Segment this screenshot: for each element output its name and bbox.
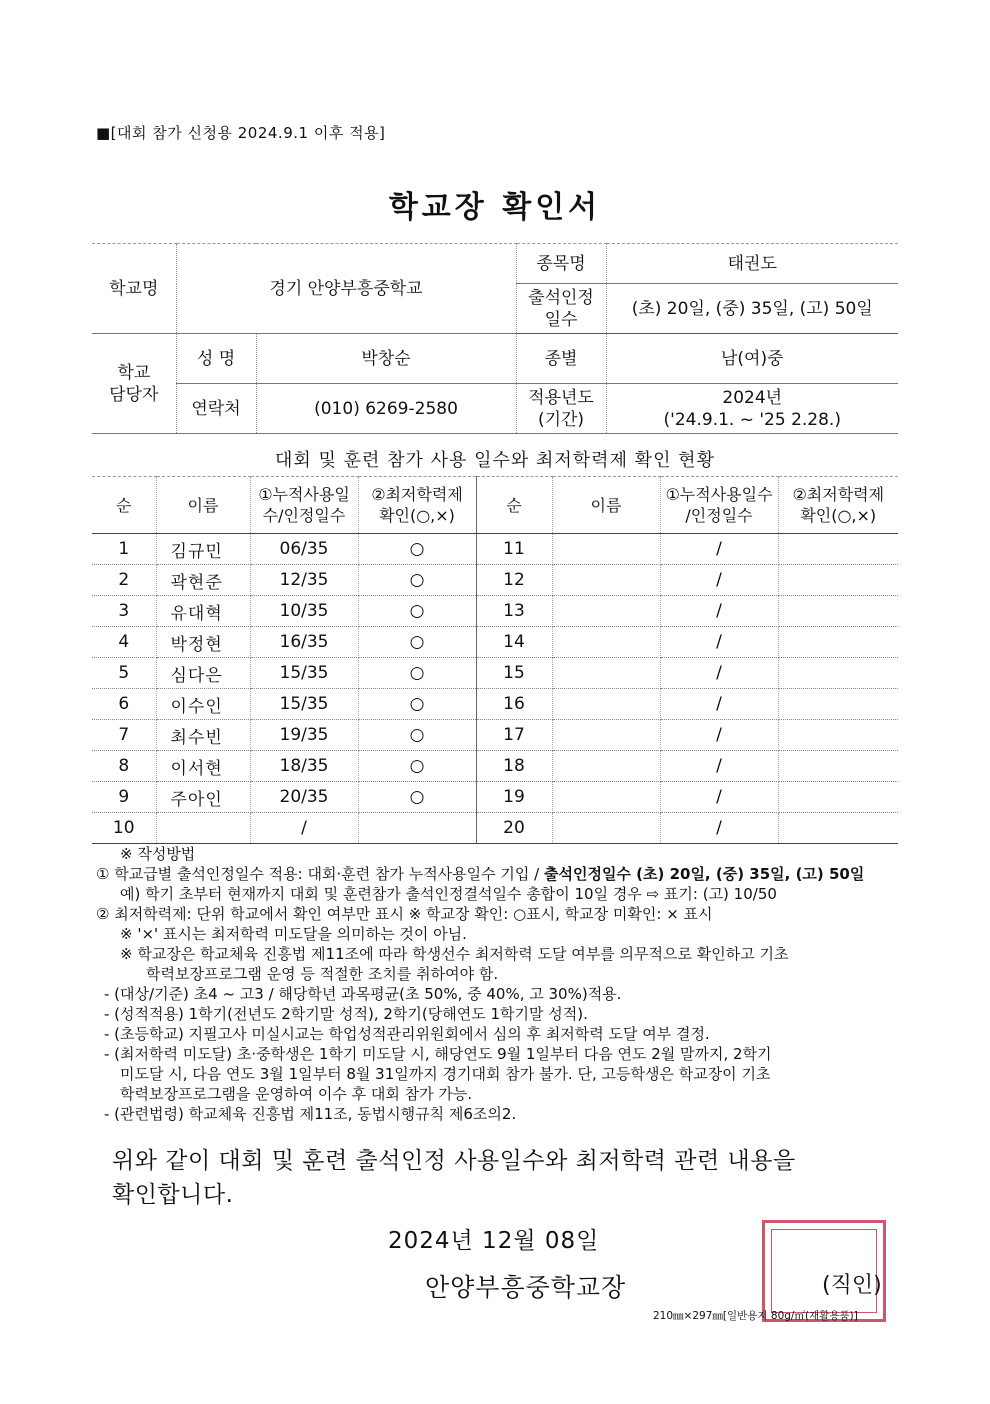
- contact-label: 연락처: [176, 384, 256, 434]
- header-check: [358, 477, 476, 534]
- year-value: [606, 384, 898, 434]
- cell-check: [778, 627, 898, 658]
- cell-check: ○: [358, 689, 476, 720]
- table-row: [92, 627, 898, 658]
- cell-days: 16/35: [250, 627, 358, 658]
- paper-spec-note: 210㎜×297㎜[일반용지 80g/㎡(재활용품)]: [653, 1310, 858, 1322]
- cell-check: [778, 689, 898, 720]
- cell-no: 19: [476, 782, 552, 813]
- cell-name: 이수인: [156, 689, 250, 720]
- cell-days: /: [660, 751, 778, 782]
- cell-name: [552, 782, 660, 813]
- cell-check: [778, 782, 898, 813]
- cell-no: 3: [92, 596, 156, 627]
- table-row: [92, 596, 898, 627]
- note-line: 미도달 시, 다음 연도 3월 1일부터 8월 31일까지 경기대회 참가 불가. 단, 고등학생은 학교장이 기초: [120, 1065, 771, 1083]
- cell-check: ○: [358, 720, 476, 751]
- cell-check: ○: [358, 534, 476, 565]
- note-line: ② 최저학력제: 단위 학교에서 확인 여부만 표시 ※ 학교장 확인: ○표시, 학교장 미확인: × 표시: [96, 905, 713, 923]
- note-line: - (초등학교) 지필고사 미실시교는 학업성적관리위원회에서 심의 후 최저학력 도달 여부 결정.: [104, 1025, 710, 1043]
- cell-name: [552, 720, 660, 751]
- header-days: [250, 477, 358, 534]
- name-label: 성 명: [176, 334, 256, 384]
- cell-name: 심다은: [156, 658, 250, 689]
- cell-name: [552, 534, 660, 565]
- note-text: ① 학교급별 출석인정일수 적용: 대회·훈련 참가 누적사용일수 기입 /: [96, 865, 544, 883]
- table-row: [92, 689, 898, 720]
- header-no: 순: [92, 477, 156, 534]
- cell-name: [552, 565, 660, 596]
- confirm-line2: 확인합니다.: [112, 1182, 234, 1208]
- header-no-right: 순: [476, 477, 552, 534]
- note-line: ※ 학교장은 학교체육 진흥법 제11조에 따라 학생선수 최저학력 도달 여부를 의무적으로 확인하고 기초: [120, 945, 789, 963]
- attendance-label-line2: 일수: [544, 309, 578, 330]
- header-days-line1: ①누적사용일: [258, 485, 350, 504]
- cell-days: /: [660, 782, 778, 813]
- year-label: [516, 384, 606, 434]
- header-note: ■[대회 참가 신청용 2024.9.1 이후 적용]: [96, 124, 386, 142]
- cell-no: 11: [476, 534, 552, 565]
- year-label-line2: (기간): [537, 409, 585, 430]
- attendance-label-line1: 출석인정: [528, 287, 594, 308]
- info-table: [92, 243, 898, 434]
- staff-label-line2: 담당자: [109, 384, 159, 405]
- cell-name: 박정현: [156, 627, 250, 658]
- cell-days: /: [660, 565, 778, 596]
- header-check-right-line1: ②최저학력제: [792, 485, 885, 504]
- note-line: 학력보장프로그램 운영 등 적절한 조치를 취하여야 함.: [146, 965, 499, 983]
- cell-check: [778, 751, 898, 782]
- note-bold: 출석인정일수 (초) 20일, (중) 35일, (고) 50일: [543, 865, 865, 883]
- cell-name: [552, 658, 660, 689]
- year-value-line1: 2024년: [722, 387, 783, 408]
- cell-name: 이서현: [156, 751, 250, 782]
- header-check-right-line2: 확인(○,×): [800, 506, 877, 525]
- header-days-right: [660, 477, 778, 534]
- table-row: [92, 720, 898, 751]
- cell-no: 13: [476, 596, 552, 627]
- cell-days: 15/35: [250, 658, 358, 689]
- note-line: - (최저학력 미도달) 초·중학생은 1학기 미도달 시, 해당연도 9월 1일부터 다음 연도 2월 말까지, 2학기: [104, 1045, 772, 1063]
- cell-check: [778, 658, 898, 689]
- cell-name: [552, 627, 660, 658]
- cell-days: /: [660, 534, 778, 565]
- cell-no: 16: [476, 689, 552, 720]
- table-row: [92, 751, 898, 782]
- cell-name: [552, 596, 660, 627]
- cell-days: 19/35: [250, 720, 358, 751]
- cell-check: ○: [358, 565, 476, 596]
- header-days-line2: 수/인정일수: [262, 506, 346, 525]
- contact-value: (010) 6269-2580: [256, 384, 516, 434]
- staff-label-line1: 학교: [117, 362, 151, 383]
- principal-name: 안양부흥중학교장: [425, 1273, 627, 1302]
- cell-check: ○: [358, 627, 476, 658]
- roster-title: 대회 및 훈련 참가 사용 일수와 최저학력제 확인 현황: [275, 450, 715, 471]
- cell-no: 9: [92, 782, 156, 813]
- issue-date: 2024년 12월 08일: [388, 1228, 600, 1254]
- header-check-line1: ②최저학력제: [371, 485, 463, 504]
- cell-days: 10/35: [250, 596, 358, 627]
- cell-days: 18/35: [250, 751, 358, 782]
- cell-name: 곽현준: [156, 565, 250, 596]
- cell-no: 2: [92, 565, 156, 596]
- cell-no: 14: [476, 627, 552, 658]
- note-line: 예) 학기 초부터 현재까지 대회 및 훈련참가 출석인정결석일수 총합이 10일 경우 ⇨ 표기: (고) 10/50: [120, 885, 777, 903]
- cell-days: 15/35: [250, 689, 358, 720]
- cell-no: 1: [92, 534, 156, 565]
- cell-check: ○: [358, 782, 476, 813]
- cell-name: [552, 813, 660, 844]
- header-days-right-line1: ①누적사용일수: [665, 485, 773, 504]
- attendance-label: [516, 284, 606, 334]
- page-title: 학교장 확인서: [388, 190, 602, 225]
- header-check-line2: 확인(○,×): [379, 506, 455, 525]
- table-row: [92, 565, 898, 596]
- cell-no: 10: [92, 813, 156, 844]
- note-line: - (성적적용) 1학기(전년도 2학기말 성적), 2학기(당해연도 1학기말 성적).: [104, 1005, 588, 1023]
- cell-no: 12: [476, 565, 552, 596]
- cell-days: /: [660, 689, 778, 720]
- cell-no: 20: [476, 813, 552, 844]
- cell-no: 7: [92, 720, 156, 751]
- table-row: [92, 782, 898, 813]
- cell-check: ○: [358, 658, 476, 689]
- header-name-right: 이름: [552, 477, 660, 534]
- cell-check: ○: [358, 596, 476, 627]
- cell-check: ○: [358, 751, 476, 782]
- notes: [96, 844, 902, 1124]
- cell-check: [358, 813, 476, 844]
- gender-value: 남(여)중: [606, 334, 898, 384]
- cell-name: 유대혁: [156, 596, 250, 627]
- cell-days: /: [660, 658, 778, 689]
- note-line: - (대상/기준) 초4 ~ 고3 / 해당학년 과목평균(초 50%, 중 40%, 고 30%)적용.: [104, 985, 622, 1003]
- cell-check: [778, 813, 898, 844]
- cell-name: 김규민: [156, 534, 250, 565]
- cell-check: [778, 565, 898, 596]
- cell-days: /: [660, 627, 778, 658]
- cell-check: [778, 720, 898, 751]
- attendance-value: (초) 20일, (중) 35일, (고) 50일: [606, 284, 898, 334]
- note-line: - (관련법령) 학교체육 진흥법 제11조, 동법시행규칙 제6조의2.: [104, 1105, 517, 1123]
- cell-name: [552, 689, 660, 720]
- cell-name: [156, 813, 250, 844]
- cell-days: /: [250, 813, 358, 844]
- sport-label: 종목명: [516, 244, 606, 284]
- cell-days: 06/35: [250, 534, 358, 565]
- cell-no: 8: [92, 751, 156, 782]
- gender-label: 종별: [516, 334, 606, 384]
- cell-check: [778, 534, 898, 565]
- confirm-text: [112, 1144, 902, 1212]
- staff-label: [92, 334, 176, 434]
- year-label-line1: 적용년도: [528, 387, 594, 408]
- cell-no: 18: [476, 751, 552, 782]
- header-check-right: [778, 477, 898, 534]
- notes-heading: ※ 작성방법: [120, 845, 196, 863]
- cell-no: 4: [92, 627, 156, 658]
- cell-days: /: [660, 813, 778, 844]
- school-value: 경기 안양부흥중학교: [176, 244, 516, 334]
- note-line: 학력보장프로그램을 운영하여 이수 후 대회 참가 가능.: [120, 1085, 473, 1103]
- cell-days: 12/35: [250, 565, 358, 596]
- cell-days: 20/35: [250, 782, 358, 813]
- cell-days: /: [660, 596, 778, 627]
- seal-note: (직인): [822, 1273, 882, 1298]
- cell-name: 주아인: [156, 782, 250, 813]
- header-name: 이름: [156, 477, 250, 534]
- header-days-right-line2: /인정일수: [685, 506, 753, 525]
- cell-check: [778, 596, 898, 627]
- school-label: 학교명: [92, 244, 176, 334]
- table-row: [92, 813, 898, 844]
- name-value: 박창순: [256, 334, 516, 384]
- table-row: [92, 534, 898, 565]
- note-line: ※ '×' 표시는 최저학력 미도달을 의미하는 것이 아님.: [120, 925, 467, 943]
- roster-table: [92, 476, 898, 844]
- cell-days: /: [660, 720, 778, 751]
- cell-no: 6: [92, 689, 156, 720]
- cell-no: 17: [476, 720, 552, 751]
- cell-name: [552, 751, 660, 782]
- confirm-line1: 위와 같이 대회 및 훈련 출석인정 사용일수와 최저학력 관련 내용을: [112, 1148, 796, 1174]
- cell-no: 15: [476, 658, 552, 689]
- table-row: [92, 658, 898, 689]
- year-value-line2: ('24.9.1. ~ '25 2.28.): [663, 409, 841, 430]
- cell-no: 5: [92, 658, 156, 689]
- sport-value: 태권도: [606, 244, 898, 284]
- cell-name: 최수빈: [156, 720, 250, 751]
- note-line: [96, 864, 902, 884]
